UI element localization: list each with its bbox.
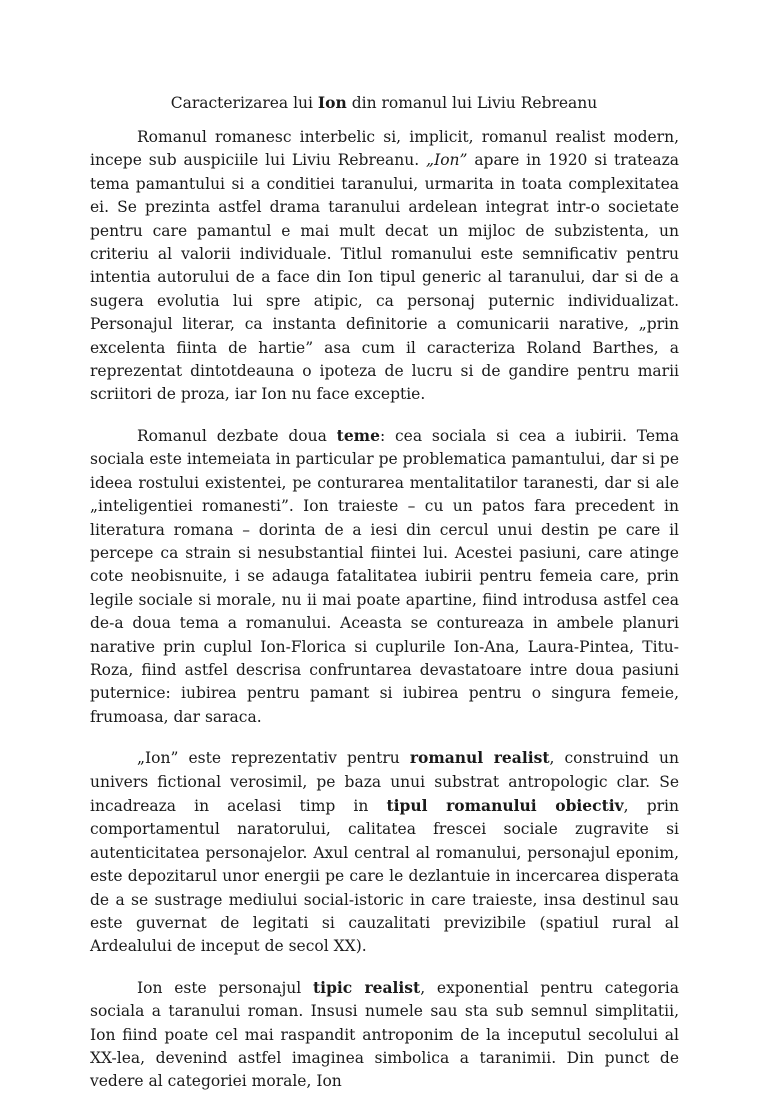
p4-text-c: , exponential pentru categoria sociala a taranului roman. Insusi numele sau sta sub semnul simplitatii, Ion fiind poate cel mai raspandit antroponim de la inceputul secolului al XX-lea, devenind astfel imaginea simbolica a taranimii. Din punct de vedere al categoriei morale, Ion — [90, 978, 679, 1091]
paragraph-2 — [90, 424, 679, 729]
title-suffix: din romanul lui Liviu Rebreanu — [346, 94, 598, 112]
p1-text-a: Romanul romanesc interbelic si, implicit, romanul realist modern, incepe sub auspiciile lui Liviu Rebreanu. — [90, 128, 679, 170]
p3-text-c: , construind un univers fictional verosimil, pe baza unui substrat antropologic clar. Se incadreaza in acelasi timp in — [90, 749, 679, 815]
p4-text-a: Ion este personajul — [137, 978, 314, 997]
p3-bold-obiectiv: tipul romanului obiectiv — [386, 795, 624, 815]
document-title — [0, 92, 768, 114]
p1-text-c: apare in 1920 si trateaza tema pamantului si a conditiei taranului, urmarita in toata complexitatea ei. Se prezinta astfel drama taranului ardelean integrat intr-o societate pentru care pamantul e mai mult decat un mijloc de subzistenta, un criteriu al valorii individuale. Titlul romanului este semnificativ pentru intentia autorului de a face din Ion tipul generic al taranului, dar si de a sugera evolutia lui spre atipic, ca personaj puternic individualizat. Personajul literar, ca instanta definitorie a comunicarii narative, „prin excelenta fiinta de hartie” asa cum il caracteriza Roland Barthes, a reprezentat dintotdeauna o ipoteza de lucru si de gandire pentru marii scriitori de proza, iar Ion nu face exceptie. — [90, 151, 679, 404]
paragraph-4 — [90, 976, 679, 1094]
paragraph-1 — [90, 126, 679, 407]
p2-bold-teme: teme — [336, 425, 380, 445]
title-bold-name: Ion — [317, 93, 347, 112]
document-body — [90, 126, 679, 1111]
p3-bold-realist: romanul realist — [409, 748, 550, 768]
p1-italic-title: „Ion” — [426, 151, 468, 170]
p3-text-a: „Ion” este reprezentativ pentru — [137, 749, 410, 768]
p4-bold-tipic: tipic realist — [313, 977, 421, 997]
p3-text-e: , prin comportamentul naratorului, calitatea frescei sociale zugravite si autenticitatea personajelor. Axul central al romanului, personajul eponim, este depozitarul unor energii pe care le dezlantuie in incercarea disperata de a se sustrage mediului social-istoric in care traieste, insa destinul sau este guvernat de legitati si cauzalitati previzibile (spatiul rural al Ardealului de inceput de secol XX). — [90, 796, 679, 956]
title-prefix: Caracterizarea lui — [170, 94, 318, 112]
paragraph-3 — [90, 746, 679, 959]
p2-text-a: Romanul dezbate doua — [137, 426, 337, 445]
p2-text-c: : cea sociala si cea a iubirii. Tema sociala este intemeiata in particular pe problematica pamantului, dar si pe ideea rostului existentei, pe conturarea mentalitatilor taranesti, dar si ale „inteligentiei romanesti”. Ion traieste – cu un patos fara precedent in literatura romana – dorinta de a iesi din cercul unui destin pe care il percepe ca strain si nesubstantial fiintei lui. Acestei pasiuni, care atinge cote neobisnuite, i se adauga fatalitatea iubirii pentru femeia care, prin legile sociale si morale, nu ii mai poate apartine, fiind introdusa astfel cea de-a doua tema a romanului. Aceasta se contureaza in ambele planuri narative prin cuplul Ion-Florica si cuplurile Ion-Ana, Laura-Pintea, Titu-Roza, fiind astfel descrisa confruntarea devastatoare intre doua pasiuni puternice: iubirea pentru pamant si iubirea pentru o singura femeie, frumoasa, dar saraca. — [90, 426, 679, 726]
